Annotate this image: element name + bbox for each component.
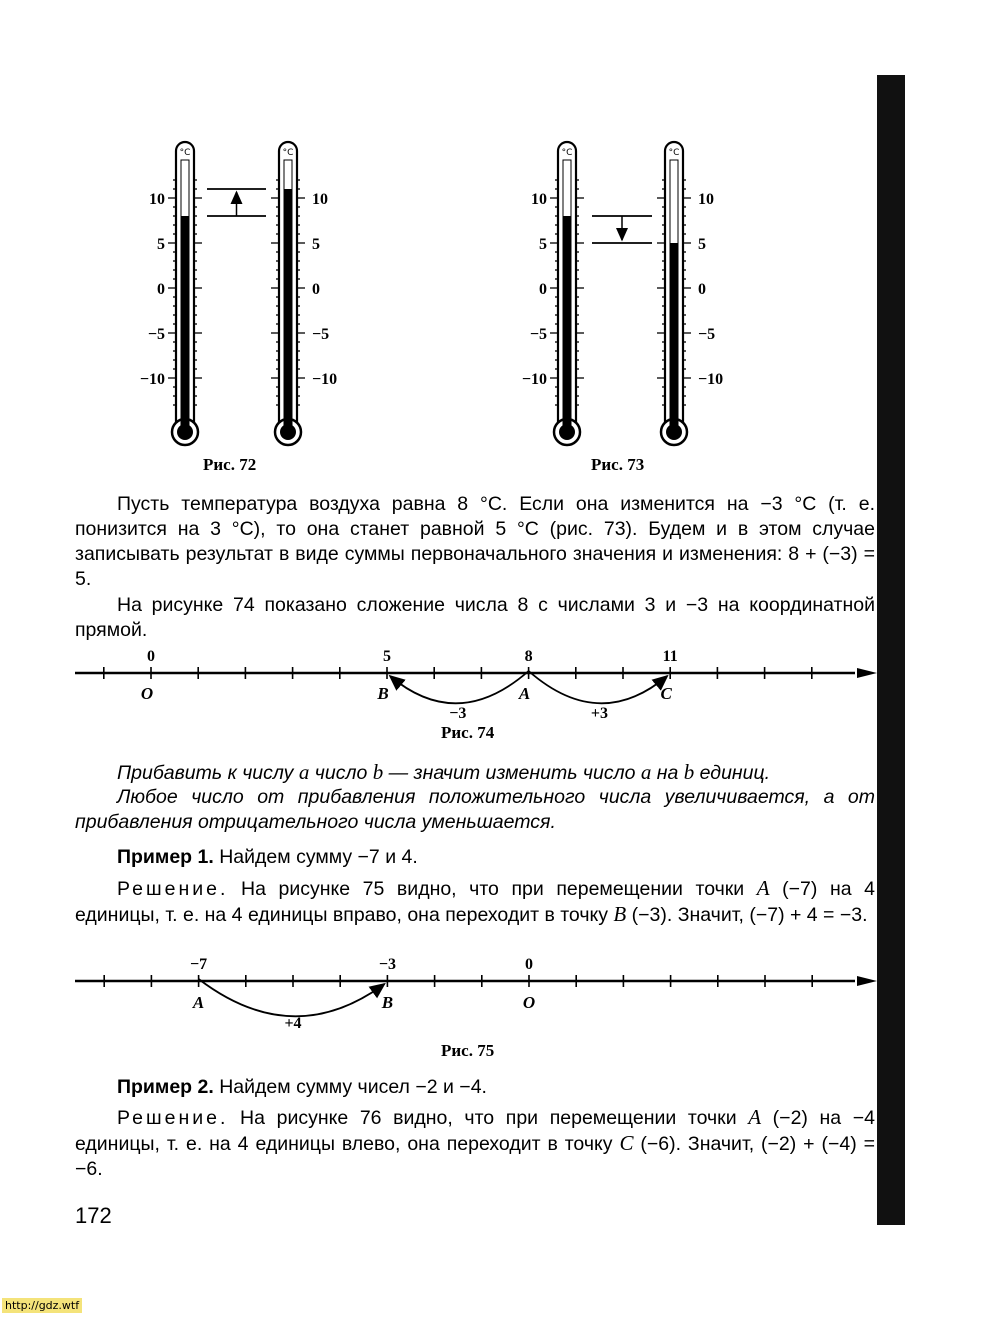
thermometer-scale-label: 5	[157, 236, 165, 253]
thermometer-mercury	[181, 216, 189, 428]
point-label: C	[660, 684, 672, 703]
thermometer-fig72-right	[271, 142, 337, 445]
arrow-label: +3	[590, 705, 608, 722]
example-2-title: Пример 2.	[117, 1076, 214, 1098]
thermometer-scale-label: −10	[521, 371, 547, 388]
thermometer-scale-label: 10	[531, 191, 547, 208]
thermometer-unit: °C	[282, 148, 294, 158]
solution-text-part: (−2) на −4 единицы, т. е. на 4 единицы влево, она переходит в точку	[75, 1107, 876, 1155]
solution-text-part: (−6). Значит, (−2) + (−4) = −6.	[75, 1133, 876, 1180]
var-B: B	[613, 902, 627, 926]
rule-text-part: — значит изменить число	[383, 762, 641, 784]
var-a: a	[298, 760, 310, 784]
page-number: 172	[75, 1203, 112, 1228]
var-a: a	[640, 760, 652, 784]
thermometer-scale-label: 0	[698, 281, 706, 298]
var-b: b	[372, 760, 384, 784]
jump-arrow-plus4	[199, 979, 385, 1016]
watermark-link[interactable]: http://gdz.wtf	[2, 1298, 82, 1313]
rule-text-part: число	[309, 762, 373, 784]
axis-value-label: 11	[662, 648, 678, 665]
point-label: O	[522, 993, 536, 1012]
fig74-number-line	[75, 648, 877, 722]
thermometer-fig73-right	[657, 142, 723, 445]
thermometer-scale-label: 10	[698, 191, 714, 208]
point-label: B	[381, 993, 394, 1012]
thermometer-scale-label: 10	[149, 191, 165, 208]
rule-addition	[75, 760, 875, 786]
thermometer-mercury	[284, 189, 292, 428]
thermometer-scale-label: −5	[529, 326, 547, 343]
rule-text-part: единиц.	[694, 762, 771, 784]
paragraph-fig74-text: На рисунке 74 показано сложение числа 8 с числами 3 и −3 на координатной прямой.	[75, 594, 875, 641]
solution-2	[75, 1105, 875, 1182]
thermometer-mercury	[563, 216, 571, 428]
thermometer-fig73-left	[522, 142, 584, 445]
thermometer-scale-label: 5	[312, 236, 320, 253]
thermometer-unit: °C	[668, 148, 680, 158]
axis-value-label: 8	[524, 648, 533, 665]
thermometer-scale-label: −10	[698, 371, 724, 388]
fig73-change-indicator	[592, 216, 652, 243]
thermometer-scale-label: −10	[139, 371, 165, 388]
fig75-number-line	[75, 956, 877, 1032]
solution-text-part: (−3). Значит, (−7) + 4 = −3.	[626, 904, 868, 926]
solution-text-part: (−7) на 4 единицы, т. е. на 4 единицы вправо, она переходит в точку	[75, 878, 875, 926]
thermometer-scale-label: −5	[698, 326, 716, 343]
paragraph-temperature-text: Пусть температура воздуха равна 8 °C. Если она изменится на −3 °C (т. е. понизится на 3 °C), то она станет равной 5 °C (рис. 73). Будем и в этом случае записывать результат в виде суммы первоначального значения и изменения: 8 + (−3) = 5.	[75, 493, 875, 590]
example-1	[75, 845, 875, 870]
solution-text-part: На рисунке 75 видно, что при перемещении точки	[228, 878, 757, 900]
axis-value-label: −3	[378, 956, 396, 973]
fig73-caption: Рис. 73	[591, 455, 645, 474]
solution-1-label: Решение.	[117, 878, 229, 900]
thermometer-scale-label: 10	[312, 191, 328, 208]
thermometer-mercury	[670, 243, 678, 428]
thermometer-fig72-left	[140, 142, 202, 445]
point-label: O	[140, 684, 154, 703]
var-A: A	[756, 876, 770, 900]
fig75-caption: Рис. 75	[441, 1041, 495, 1060]
axis-arrow	[857, 976, 877, 986]
solution-2-label: Решение.	[117, 1107, 229, 1129]
thermometer-scale-label: −5	[312, 326, 330, 343]
axis-value-label: 0	[525, 956, 533, 973]
fig72-change-indicator	[207, 189, 266, 216]
example-1-title: Пример 1.	[117, 846, 214, 868]
thermometer-scale-label: 5	[698, 236, 706, 253]
solution-text-part: На рисунке 76 видно, что при перемещении точки	[228, 1107, 749, 1129]
var-A: A	[748, 1105, 762, 1129]
jump-arrow-minus3	[390, 671, 529, 703]
thermometer-unit: °C	[561, 148, 573, 158]
fig72-caption: Рис. 72	[203, 455, 257, 474]
paragraph-fig74-intro	[75, 593, 875, 643]
axis-value-label: 0	[147, 648, 155, 665]
rule-sign	[75, 785, 875, 835]
axis-value-label: 5	[383, 648, 391, 665]
example-2-text: Найдем сумму чисел −2 и −4.	[213, 1076, 487, 1098]
rule-text-part: на	[651, 762, 684, 784]
solution-1	[75, 876, 875, 928]
thermometer-scale-label: 0	[539, 281, 547, 298]
rule-text-part: Прибавить к числу	[117, 762, 299, 784]
thermometer-scale-label: −10	[312, 371, 338, 388]
point-label: B	[377, 684, 389, 703]
thermometer-scale-label: 0	[312, 281, 320, 298]
rule-sign-text: Любое число от прибавления положительного числа увеличивается, а от прибавления отрицательного числа уменьшается.	[75, 786, 875, 833]
example-2	[75, 1075, 875, 1100]
arrow-label: −3	[449, 705, 467, 722]
arrow-label: +4	[284, 1015, 302, 1032]
thermometer-scale-label: 5	[539, 236, 547, 253]
thermometer-figures	[140, 142, 723, 445]
jump-arrow-plus3	[529, 671, 668, 703]
paragraph-temperature	[75, 492, 875, 592]
fig74-caption: Рис. 74	[441, 723, 495, 742]
thermometer-scale-label: −5	[147, 326, 165, 343]
axis-value-label: −7	[190, 956, 208, 973]
var-C: C	[619, 1131, 634, 1155]
thermometer-scale-label: 0	[157, 281, 165, 298]
point-label: A	[192, 993, 205, 1012]
thermometer-unit: °C	[179, 148, 191, 158]
point-label: A	[518, 684, 531, 703]
axis-arrow	[857, 668, 877, 678]
var-b: b	[683, 760, 695, 784]
example-1-text: Найдем сумму −7 и 4.	[213, 846, 418, 868]
